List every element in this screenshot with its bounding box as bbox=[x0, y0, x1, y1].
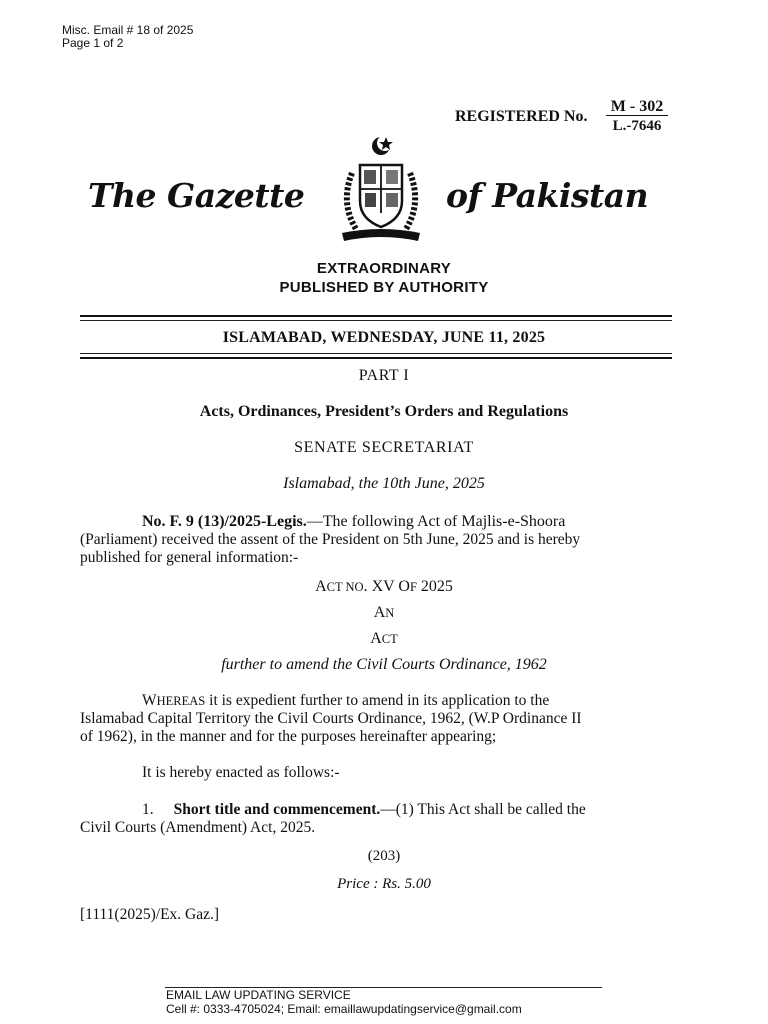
registered-number-bottom: L.-7646 bbox=[612, 118, 662, 134]
extraordinary: EXTRAORDINARY bbox=[316, 260, 452, 277]
act-number-f: F bbox=[409, 580, 417, 594]
whereas-line3: of 1962), in the manner and for the purposes hereinafter appearing; bbox=[80, 728, 497, 745]
section1-number: 1. bbox=[142, 801, 154, 818]
whereas-w: W bbox=[142, 692, 157, 709]
rule-bottom-thick bbox=[80, 357, 672, 359]
act-word-a: A bbox=[370, 630, 382, 647]
published-by-authority: PUBLISHED BY AUTHORITY bbox=[279, 279, 489, 296]
notification-line1: —The following Act of Majlis-e-Shoora bbox=[306, 513, 566, 530]
act-an-a: A bbox=[373, 604, 386, 621]
section1-line2: Civil Courts (Amendment) Act, 2025. bbox=[80, 819, 316, 836]
notification-line3: published for general information:- bbox=[80, 549, 299, 566]
page-number: (203) bbox=[367, 848, 401, 864]
rule-top-thick bbox=[80, 315, 672, 317]
act-number-xv: . XV bbox=[363, 578, 395, 595]
part-number: PART I bbox=[358, 367, 410, 384]
section1-heading: Short title and commencement. bbox=[173, 801, 381, 818]
notification-line2: (Parliament) received the assent of the President on 5th June, 2025 and is hereby bbox=[80, 531, 581, 548]
dateline: ISLAMABAD, WEDNESDAY, JUNE 11, 2025 bbox=[222, 329, 546, 346]
act-word bbox=[0, 630, 768, 648]
masthead-right: of Pakistan bbox=[446, 176, 649, 215]
notification-first-line bbox=[142, 513, 565, 531]
act-word-ct: CT bbox=[381, 632, 398, 646]
part-title: Acts, Ordinances, President’s Orders and Regulations bbox=[199, 403, 569, 420]
act-number bbox=[0, 578, 768, 596]
whereas-line1 bbox=[142, 692, 549, 710]
footer-service: EMAIL LAW UPDATING SERVICE bbox=[166, 988, 351, 1002]
gazette-code: [1111(2025)/Ex. Gaz.] bbox=[80, 906, 220, 923]
registered-label: REGISTERED No. bbox=[455, 108, 588, 125]
notification-ref: No. F. 9 (13)/2025-Legis. bbox=[142, 513, 307, 530]
rule-bottom-thin bbox=[80, 353, 672, 354]
state-emblem-icon bbox=[322, 133, 440, 251]
whereas-hereas: HEREAS bbox=[156, 694, 206, 708]
rule-top-thin bbox=[80, 320, 672, 321]
section1-line1-rest: —(1) This Act shall be called the bbox=[380, 801, 586, 818]
act-number-a: A bbox=[315, 578, 327, 595]
masthead-left: The Gazette bbox=[88, 176, 305, 215]
place-date: Islamabad, the 10th June, 2025 bbox=[283, 475, 485, 492]
section1-line1 bbox=[142, 801, 586, 819]
registered-number-top: M - 302 bbox=[606, 98, 668, 116]
whereas-line1-rest: it is expedient further to amend in its application to the bbox=[205, 692, 550, 709]
page-count: Page 1 of 2 bbox=[62, 36, 124, 50]
act-number-year: 2025 bbox=[416, 578, 453, 595]
act-an-n: N bbox=[385, 606, 395, 620]
secretariat: SENATE SECRETARIAT bbox=[294, 439, 474, 456]
whereas-line2: Islamabad Capital Territory the Civil Courts Ordinance, 1962, (W.P Ordinance II bbox=[80, 710, 582, 727]
email-number: Misc. Email # 18 of 2025 bbox=[62, 23, 194, 37]
act-number-o: O bbox=[394, 578, 410, 595]
price: Price : Rs. 5.00 bbox=[337, 876, 431, 892]
act-purpose: further to amend the Civil Courts Ordinance, 1962 bbox=[221, 656, 547, 673]
act-an bbox=[0, 604, 768, 622]
enacted-clause: It is hereby enacted as follows:- bbox=[142, 764, 340, 781]
footer-contact: Cell #: 0333-4705024; Email: emaillawupdatingservice@gmail.com bbox=[166, 1002, 522, 1016]
act-number-ct-no: CT NO bbox=[326, 580, 364, 594]
